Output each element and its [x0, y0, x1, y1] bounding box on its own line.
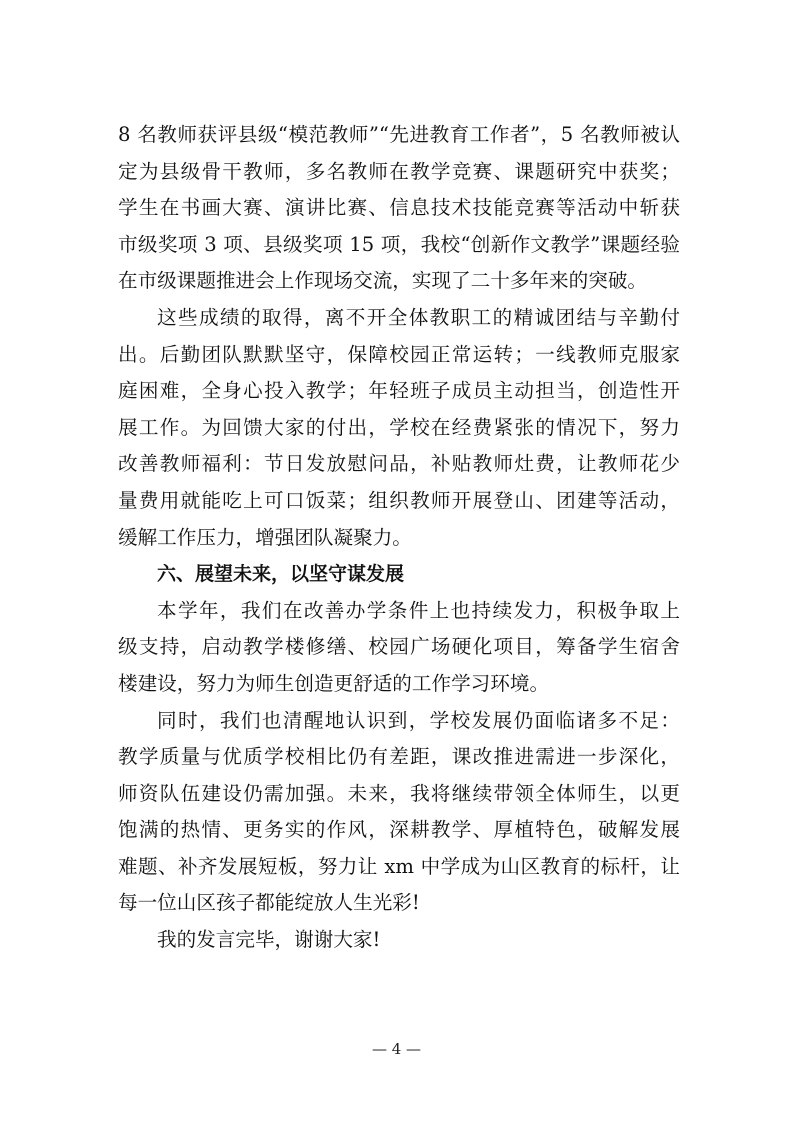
text-line: 8 名教师获评县级“模范教师”“先进教育工作者”，5 名教师被认	[118, 123, 680, 146]
text-line: 本学年，我们在改善办学条件上也持续发力，积极争取上	[157, 598, 680, 622]
text-line: 难题、补齐发展短板，努力让 xm 中学成为山区教育的标杆，让	[118, 854, 680, 878]
text-line: 学生在书画大赛、演讲比赛、信息技术技能竞赛等活动中斩获	[118, 196, 680, 220]
text-line: 饱满的热情、更务实的作风，深耕教学、厚植特色，破解发展	[118, 818, 680, 842]
text-line: 这些成绩的取得，离不开全体教职工的精诚团结与辛勤付	[157, 305, 680, 329]
page-number: — 4 —	[371, 1040, 422, 1058]
text-line: 市级奖项 3 项、县级奖项 15 项，我校“创新作文教学”课题经验	[118, 232, 680, 256]
text-line: 庭困难，全身心投入教学；年轻班子成员主动担当，创造性开	[118, 379, 680, 403]
document-body	[118, 117, 680, 959]
text-line: 展工作。为回馈大家的付出，学校在经费紧张的情况下，努力	[118, 415, 680, 439]
section-heading: 六、展望未来，以坚守谋发展	[157, 563, 405, 586]
text-line: 量费用就能吃上可口饭菜；组织教师开展登山、团建等活动，	[118, 488, 680, 512]
text-line: 教学质量与优质学校相比仍有差距，课改推进需进一步深化，	[118, 745, 680, 769]
text-line: 级支持，启动教学楼修缮、校园广场硬化项目，筹备学生宿舍	[118, 635, 680, 659]
text-line: 每一位山区孩子都能绽放人生光彩!	[118, 891, 420, 915]
text-line: 我的发言完毕，谢谢大家!	[157, 928, 381, 952]
text-line: 在市级课题推进会上作现场交流，实现了二十多年来的突破。	[118, 269, 648, 293]
text-line: 定为县级骨干教师，多名教师在教学竞赛、课题研究中获奖；	[118, 159, 680, 183]
text-line: 楼建设，努力为师生创造更舒适的工作学习环境。	[118, 671, 550, 695]
text-line: 师资队伍建设仍需加强。未来，我将继续带领全体师生，以更	[118, 781, 680, 805]
text-line: 同时，我们也清醒地认识到，学校发展仍面临诸多不足：	[157, 708, 680, 732]
text-line: 改善教师福利：节日发放慰问品，补贴教师灶费，让教师花少	[118, 452, 680, 476]
text-line: 出。后勤团队默默坚守，保障校园正常运转；一线教师克服家	[118, 342, 680, 366]
text-line: 缓解工作压力，增强团队凝聚力。	[118, 525, 412, 549]
